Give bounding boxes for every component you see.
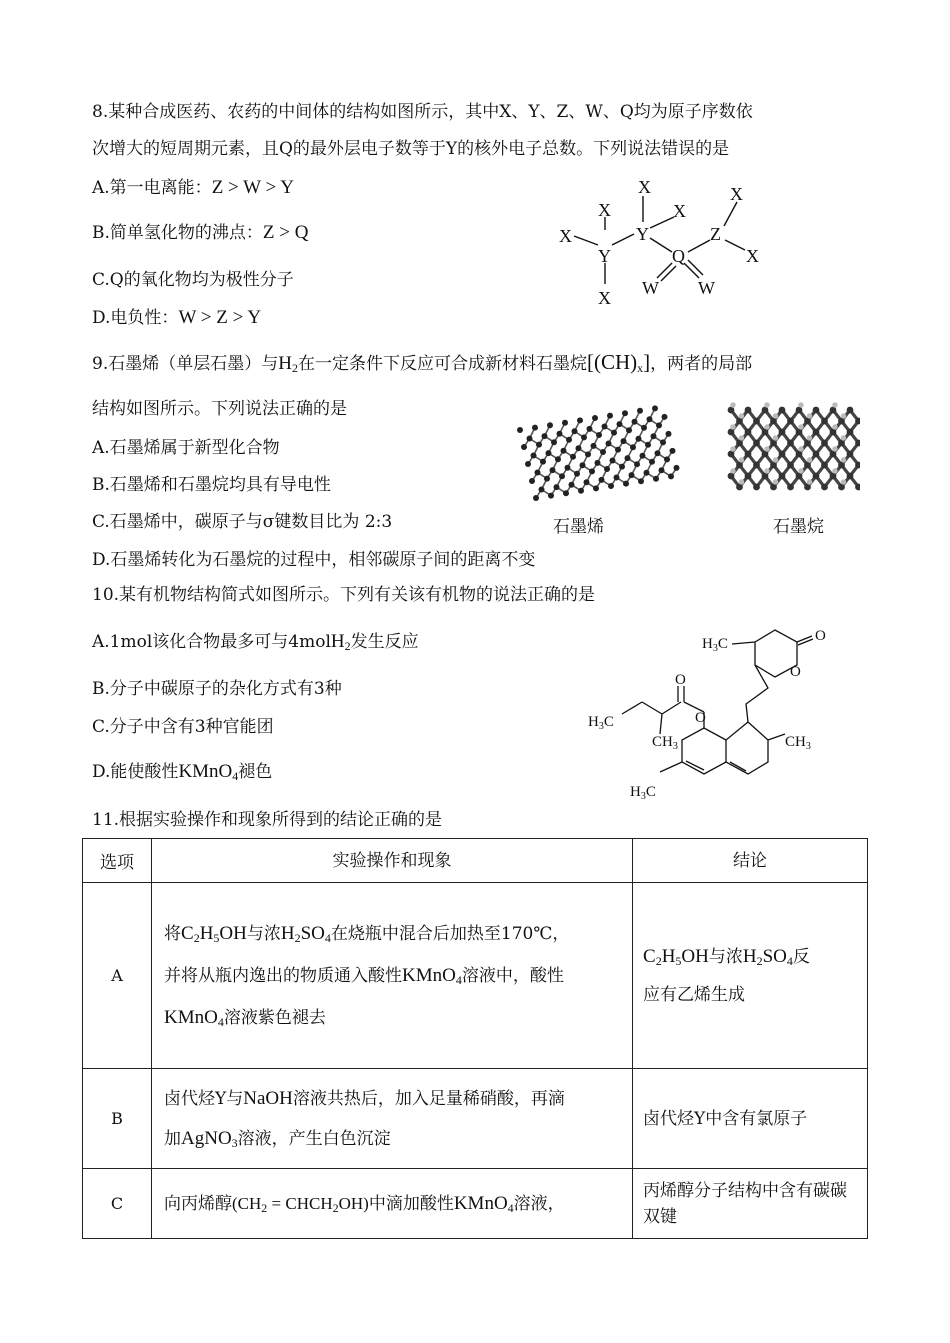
hydrogen-atom <box>730 468 735 473</box>
lattice-atom <box>787 484 794 491</box>
lattice-atom <box>662 414 668 420</box>
header-conclusion: 结论 <box>633 839 868 883</box>
lattice-atom <box>847 473 854 480</box>
lattice-atom <box>532 425 538 431</box>
row-c-option: C <box>83 1169 152 1239</box>
hydrogen-atom <box>832 424 837 429</box>
hydrogen-atom <box>739 457 744 462</box>
lattice-atom <box>847 407 854 414</box>
atom-x: X <box>673 201 686 221</box>
q8-structure-diagram <box>550 170 790 310</box>
q9-option-d: D.石墨烯转化为石墨烷的过程中，相邻碳原子间的距离不变 <box>92 550 536 570</box>
lattice-atom <box>542 433 548 439</box>
hydrogen-atom <box>773 457 778 462</box>
lattice-atom <box>634 461 640 467</box>
hydrogen-atom <box>841 479 846 484</box>
q9-stem-line1: 9.石墨烯（单层石墨）与$H_2$在一定条件下反应可合成新材料石墨烷$[(CH)_x]$，两者的局部 <box>92 350 753 375</box>
ch3-label: $CH_3$ <box>785 734 811 752</box>
lattice-atom <box>565 465 571 471</box>
lattice-atom <box>779 451 786 458</box>
lattice-atom <box>813 429 820 436</box>
lattice-atom <box>608 483 614 489</box>
q8-option-b: B.简单氢化物的沸点：Z > Q <box>92 222 309 243</box>
lattice-atom <box>539 487 545 493</box>
lattice-atom <box>666 431 672 437</box>
lattice-atom <box>645 442 651 448</box>
lattice-atom <box>651 433 657 439</box>
lattice-atom <box>653 476 659 482</box>
table-row <box>83 883 868 1069</box>
lattice-atom <box>641 425 647 431</box>
lattice-atom <box>554 484 560 490</box>
lattice-atom <box>787 462 794 469</box>
lattice-atom <box>566 437 572 443</box>
hydrogen-atom <box>798 446 803 451</box>
lattice-atom <box>540 459 546 465</box>
lattice-atom <box>569 482 575 488</box>
lattice-atom <box>596 432 602 438</box>
lattice-atom <box>563 490 569 496</box>
row-b-option: B <box>83 1069 152 1169</box>
lattice-atom <box>821 462 828 469</box>
lattice-atom <box>668 473 674 479</box>
lattice-atom <box>753 440 760 447</box>
lattice-atom <box>580 462 586 468</box>
lattice-atom <box>533 495 539 501</box>
lattice-atom <box>753 462 760 469</box>
lattice-atom <box>551 439 557 445</box>
hydrogen-atom <box>764 468 769 473</box>
hydrogen-atom <box>773 413 778 418</box>
lattice-atom <box>660 439 666 445</box>
ch3-label: $CH_3$ <box>652 734 678 752</box>
lattice-atom <box>614 475 620 481</box>
lattice-atom <box>600 449 606 455</box>
q9-option-c: C.石墨烯中，碳原子与σ键数目比为 2:3 <box>92 512 393 532</box>
lattice-atom <box>649 459 655 465</box>
row-b-conclusion: 卤代烃Y中含有氯原子 <box>633 1069 868 1169</box>
lattice-atom <box>813 451 820 458</box>
q8-option-c: C.Q的氧化物均为极性分子 <box>92 270 294 290</box>
q9-stem-line2: 结构如图所示。下列说法正确的是 <box>92 399 347 419</box>
lattice-atom <box>531 453 537 459</box>
hydrogen-atom <box>807 413 812 418</box>
hydrogen-atom <box>730 424 735 429</box>
graphane-caption: 石墨烷 <box>773 517 824 537</box>
hydrogen-atom <box>764 424 769 429</box>
lattice-atom <box>535 470 541 476</box>
table-row <box>83 1169 868 1239</box>
lattice-atom <box>561 448 567 454</box>
lattice-atom <box>589 468 595 474</box>
q8-stem-line1: 8.某种合成医药、农药的中间体的结构如图所示，其中X、Y、Z、W、Q均为原子序数依 <box>92 102 753 122</box>
lattice-atom <box>517 427 523 433</box>
hydrogen-atom <box>798 402 803 407</box>
q9-option-b: B.石墨烯和石墨烷均具有导电性 <box>92 475 331 495</box>
hydrogen-atom <box>730 446 735 451</box>
q10-option-b: B.分子中碳原子的杂化方式有3种 <box>92 679 342 699</box>
lattice-atom <box>617 421 623 427</box>
h3c-label: $H_3C$ <box>588 714 614 732</box>
header-option: 选项 <box>83 839 152 883</box>
lattice-atom <box>572 428 578 434</box>
row-c-operation: 向丙烯醇($CH_2$ = $CHCH_2OH$)中滴加酸性KMnO$_4$溶液， <box>152 1169 633 1239</box>
lattice-atom <box>745 407 752 414</box>
q9-option-a: A.石墨烯属于新型化合物 <box>92 438 280 458</box>
lattice-atom <box>527 436 533 442</box>
h3c-label: $H_3C$ <box>630 784 656 802</box>
q8-option-d: D.电负性：W > Z > Y <box>92 307 262 328</box>
hydrogen-atom <box>841 413 846 418</box>
lattice-atom <box>787 440 794 447</box>
lattice-atom <box>779 407 786 414</box>
hydrogen-atom <box>807 457 812 462</box>
lattice-atom <box>604 466 610 472</box>
row-b-operation: 卤代烃Y与NaOH溶液共热后，加入足量稀硝酸，再滴 加AgNO$_3$溶液，产生白色沉淀 <box>152 1069 633 1169</box>
lattice-atom <box>550 467 556 473</box>
lattice-atom <box>674 465 680 471</box>
q11-table <box>82 838 868 1239</box>
atom-w: W <box>642 278 659 298</box>
hydrogen-atom <box>798 424 803 429</box>
lattice-atom <box>753 484 760 491</box>
lattice-atom <box>602 424 608 430</box>
lattice-atom <box>610 458 616 464</box>
row-a-conclusion: $C_2H_5OH$与浓$H_2SO_4$反 应有乙烯生成 <box>633 883 868 1069</box>
lattice-atom <box>847 429 854 436</box>
atom-y: Y <box>636 224 649 244</box>
atom-x: X <box>598 200 611 220</box>
lattice-atom <box>779 473 786 480</box>
lattice-atom <box>644 470 650 476</box>
lattice-atom <box>622 410 628 416</box>
lattice-atom <box>592 415 598 421</box>
lattice-atom <box>544 476 550 482</box>
lattice-atom <box>547 422 553 428</box>
lattice-atom <box>821 484 828 491</box>
lattice-atom <box>599 477 605 483</box>
lattice-atom <box>557 431 563 437</box>
lattice-atom <box>585 451 591 457</box>
q8-stem-line2: 次增大的短周期元素，且Q的最外层电子数等于Y的核外电子总数。下列说法错误的是 <box>92 139 730 159</box>
row-c-conclusion: 丙烯醇分子结构中含有碳碳双键 <box>633 1169 868 1239</box>
graphene-image <box>508 400 698 510</box>
lattice-atom <box>607 413 613 419</box>
lattice-atom <box>847 451 854 458</box>
hydrogen-atom <box>739 435 744 440</box>
lattice-atom <box>659 467 665 473</box>
hydrogen-atom <box>773 435 778 440</box>
o-atom: O <box>815 628 826 644</box>
table-header-row <box>83 839 868 883</box>
row-a-option: A <box>83 883 152 1069</box>
lattice-atom <box>636 436 642 442</box>
lattice-atom <box>619 464 625 470</box>
lattice-atom <box>664 456 670 462</box>
hydrogen-atom <box>832 402 837 407</box>
atom-z: Z <box>710 224 721 244</box>
lattice-atom <box>587 426 593 432</box>
lattice-atom <box>595 460 601 466</box>
q10-option-d: D.能使酸性KMnO$_4$褪色 <box>92 761 273 783</box>
lattice-atom <box>813 473 820 480</box>
hydrogen-atom <box>841 435 846 440</box>
lattice-atom <box>546 450 552 456</box>
lattice-atom <box>593 485 599 491</box>
lattice-atom <box>656 422 662 428</box>
graphene-caption: 石墨烯 <box>553 517 604 537</box>
o-atom: O <box>790 664 801 680</box>
lattice-atom <box>670 448 676 454</box>
lattice-atom <box>584 479 590 485</box>
q8-option-a: A.第一电离能：Z > W > Y <box>92 177 294 198</box>
h3c-label: $H_3C$ <box>702 636 728 654</box>
table-row <box>83 1069 868 1169</box>
lattice-atom <box>629 472 635 478</box>
atom-x: X <box>559 226 572 246</box>
hydrogen-atom <box>832 446 837 451</box>
lattice-atom <box>821 440 828 447</box>
hydrogen-atom <box>807 479 812 484</box>
atom-x: X <box>598 288 611 308</box>
header-operation: 实验操作和现象 <box>152 839 633 883</box>
lattice-atom <box>559 473 565 479</box>
atom-w: W <box>698 278 715 298</box>
lattice-atom <box>525 461 531 467</box>
row-a-operation: 将$C_2H_5OH$与浓$H_2SO_4$在烧瓶中混合后加热至170℃， 并将从瓶内逸出的物质通入酸性KMnO$_4$溶液中，酸性 KMnO$_4$溶液紫色褪去 <box>152 883 633 1069</box>
lattice-atom <box>745 451 752 458</box>
lattice-atom <box>652 405 658 411</box>
atom-y: Y <box>598 246 611 266</box>
hydrogen-atom <box>841 457 846 462</box>
lattice-atom <box>615 447 621 453</box>
lattice-atom <box>626 427 632 433</box>
lattice-atom <box>655 450 661 456</box>
atom-x: X <box>730 184 743 204</box>
lattice-atom <box>638 478 644 484</box>
q10-option-a: A.1mol该化合物最多可与4molH$_2$发生反应 <box>92 631 419 653</box>
hydrogen-atom <box>773 479 778 484</box>
lattice-atom <box>637 408 643 414</box>
q10-molecule-diagram <box>580 622 880 804</box>
lattice-atom <box>623 481 629 487</box>
o-atom: O <box>675 672 686 688</box>
lattice-atom <box>630 444 636 450</box>
lattice-atom <box>779 429 786 436</box>
lattice-atom <box>536 442 542 448</box>
hydrogen-atom <box>730 402 735 407</box>
atom-x-top: X <box>638 177 651 197</box>
lattice-atom <box>787 418 794 425</box>
lattice-atom <box>521 444 527 450</box>
lattice-atom <box>562 420 568 426</box>
lattice-atom <box>621 438 627 444</box>
lattice-atom <box>632 419 638 425</box>
lattice-atom <box>529 478 535 484</box>
atom-q: Q <box>672 246 685 266</box>
lattice-atom <box>570 454 576 460</box>
lattice-atom <box>576 445 582 451</box>
q10-stem: 10.某有机物结构简式如图所示。下列有关该有机物的说法正确的是 <box>92 585 596 605</box>
lattice-atom <box>647 416 653 422</box>
lattice-atom <box>591 443 597 449</box>
lattice-atom <box>581 434 587 440</box>
hydrogen-atom <box>739 413 744 418</box>
lattice-atom <box>813 407 820 414</box>
lattice-atom <box>555 456 561 462</box>
hydrogen-atom <box>739 479 744 484</box>
hydrogen-atom <box>764 446 769 451</box>
hydrogen-atom <box>764 402 769 407</box>
hydrogen-atom <box>832 468 837 473</box>
lattice-atom <box>574 471 580 477</box>
atom-x: X <box>746 246 759 266</box>
q11-stem: 11.根据实验操作和现象所得到的结论正确的是 <box>92 810 443 830</box>
lattice-atom <box>577 417 583 423</box>
lattice-atom <box>578 488 584 494</box>
hydrogen-atom <box>798 468 803 473</box>
lattice-atom <box>745 429 752 436</box>
q10-option-c: C.分子中含有3种官能团 <box>92 717 274 737</box>
o-atom: O <box>695 710 706 726</box>
hydrogen-atom <box>807 435 812 440</box>
lattice-atom <box>753 418 760 425</box>
lattice-atom <box>548 493 554 499</box>
graphane-image <box>725 398 860 498</box>
lattice-atom <box>625 455 631 461</box>
lattice-atom <box>745 473 752 480</box>
lattice-atom <box>611 430 617 436</box>
lattice-atom <box>821 418 828 425</box>
lattice-atom <box>640 453 646 459</box>
lattice-atom <box>606 441 612 447</box>
